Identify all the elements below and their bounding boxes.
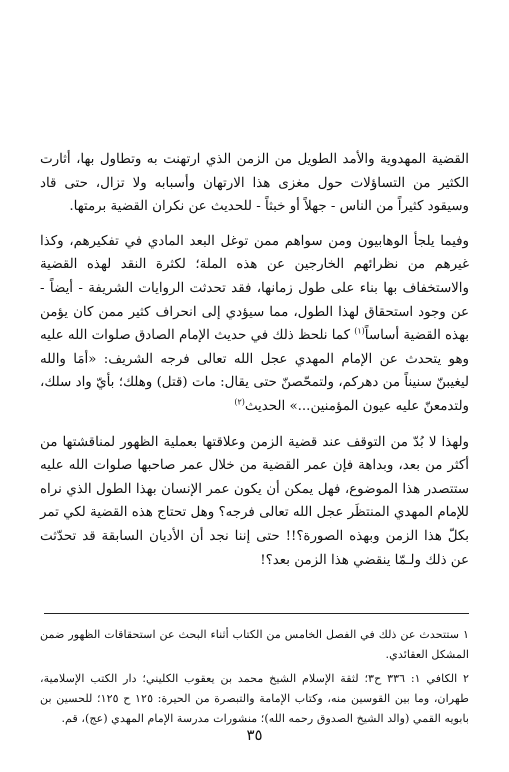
- page-number: ٣٥: [246, 726, 263, 744]
- paragraph-1: القضية المهدوية والأمد الطويل من الزمن الذي ارتهنت به وتطاول بها، أثارت الكثير من التساؤلات حول مغزى هذا الارتهان وأسبابه ولا تزال، حتى قاد وسيقود كثيراً من الناس - جهلاً أو خبثاً - للحديث عن نكران القضية برمتها.: [40, 152, 469, 215]
- paragraph-2: [40, 230, 469, 419]
- footnote-divider: [44, 613, 469, 614]
- footnote-2: ٢ الكافي ١: ٣٣٦ ح٣؛ لثقة الإسلام الشيخ محمد بن يعقوب الكليني؛ دار الكتب الإسلامية، طهران، وما بين القوسين منه، وكتاب الإمامة والتبصرة من الحيرة: ١٢٥ ح ١٢٥؛ للحسين بن بابويه القمي (والد الشيخ الصدوق رحمه الله)؛ منشورات مدرسة الإمام المهدي (عج)، قم.: [40, 672, 469, 725]
- footnote-ref-2: (٢): [234, 397, 245, 407]
- footnote-ref-1: (١): [354, 326, 365, 336]
- paragraph-2-text-b: كما نلحظ ذلك في حديث الإمام الصادق صلوات الله عليه وهو يتحدث عن الإمام المهدي عجل الله تعالى فرجه الشريف: «أمَا والله ليغيبنّ سنيناً من دهركم، ولتمحّصنّ حتى يقال: مات (قتل) وهلك؛ بأيّ واد سلك، ولتدمعنّ عليه عيون المؤمنين...» الحديث: [40, 328, 469, 414]
- paragraph-2-text-a: وفيما يلجأ الوهابيون ومن سواهم ممن توغل البعد المادي في تفكيرهم، وكذا غيرهم من نظرائهم الخارجين عن هذه الملة؛ لكثرة النقد لهذه القضية والاستخفاف بها بناء على طول زمانها، فقد تحدثت الروايات الشريفة - أيضاً - عن وجود استحقاق لهذا الطول، مما سيؤدي إلى انحراف كثير ممن كان يؤمن بهذه القضية أساساً: [40, 233, 469, 344]
- footnotes: [40, 625, 469, 733]
- paragraph-3: ولهذا لا بُدّ من التوقف عند قضية الزمن وعلاقتها بعملية الظهور لمناقشتها من أكثر من بعد، وبداهة فإن عمر القضية من خلال عمر صاحبها صلوات الله عليه ستتصدر هذا الموضوع، فهل يمكن أن يكون عمر الإنسان بهذا الطول الذي نراه للإمام المهدي المنتظَر عجل الله تعالى فرجه؟ وهل تحتاج هذه القضية لكي تمر بكلّ هذا الزمن وبهذه الصورة؟!! حتى إننا نجد أن الأديان السابقة قد تحدّثت عن ذلك ولـمّا ينقضي هذا الزمن بعد؟!: [40, 434, 469, 568]
- main-text: [40, 148, 469, 583]
- footnote-1: ١ ستتحدث عن ذلك في الفصل الخامس من الكتاب أثناء البحث عن استحقاقات الظهور ضمن المشكل العقائدي.: [40, 628, 469, 661]
